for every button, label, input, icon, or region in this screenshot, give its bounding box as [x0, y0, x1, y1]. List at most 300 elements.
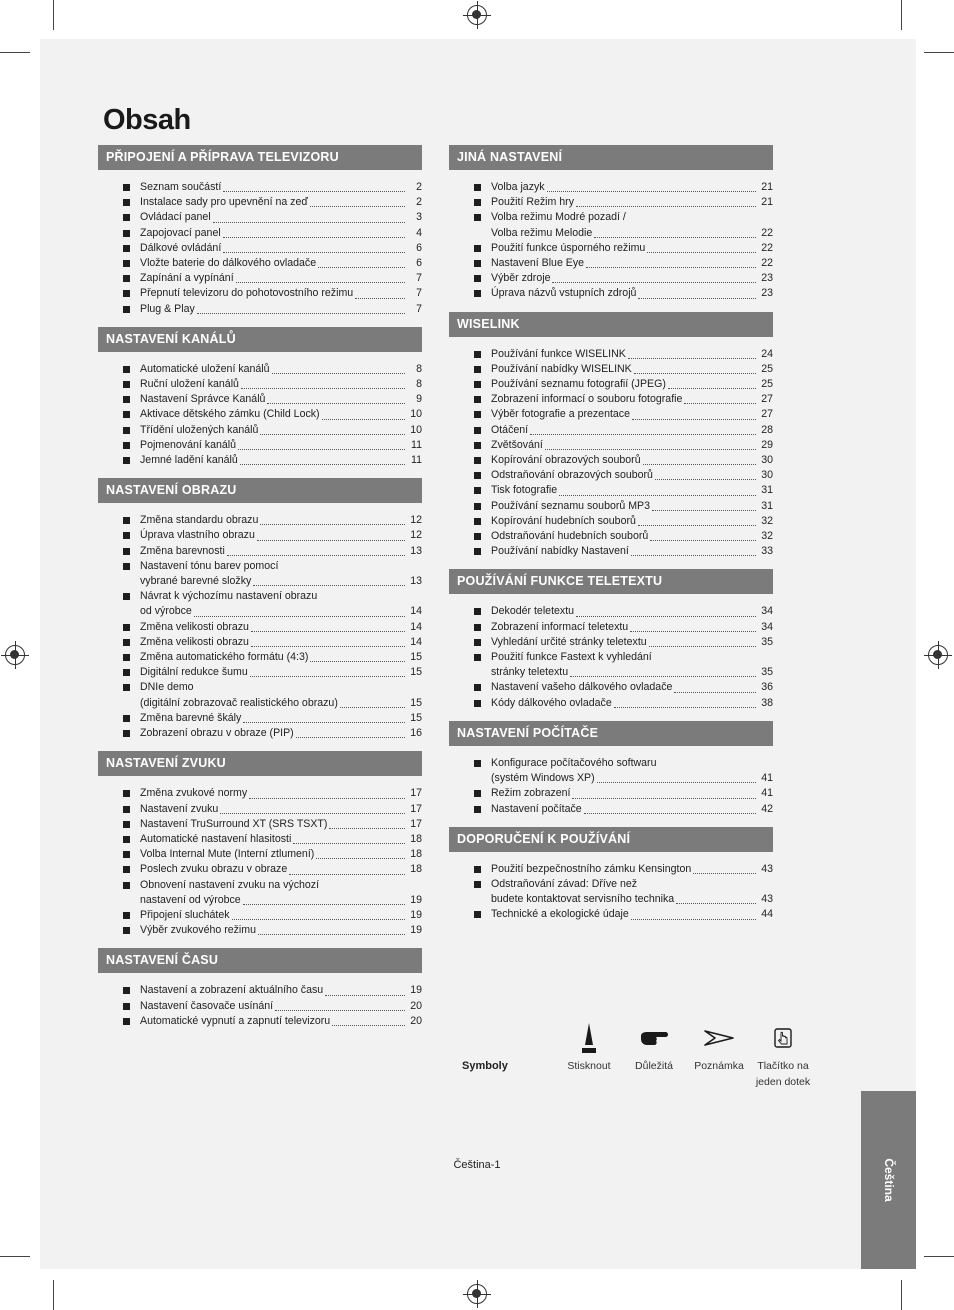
dot-leader	[316, 858, 405, 859]
toc-entry[interactable]	[123, 513, 422, 528]
toc-entry-title: Pojmenování kanálů	[140, 438, 236, 451]
toc-entry-line	[140, 574, 422, 589]
symbol-press	[556, 1018, 622, 1074]
dot-leader	[634, 373, 756, 374]
toc-entry[interactable]	[474, 483, 773, 498]
toc-entry-line	[140, 878, 422, 893]
toc-entry-line	[491, 483, 773, 498]
toc-page-number: 2	[416, 181, 422, 193]
toc-entry-title: Vložte baterie do dálkového ovladače	[140, 257, 317, 270]
toc-entry-line	[491, 620, 773, 635]
toc-entry-line	[491, 544, 773, 559]
toc-entry-title: DNIe demo	[140, 681, 194, 694]
toc-entry-title: Nastavení počítače	[491, 802, 582, 815]
toc-entry-title: Kódy dálkového ovladače	[491, 696, 612, 709]
toc-page-number: 17	[410, 817, 422, 830]
toc-page-number: 4	[416, 226, 422, 239]
toc-entry[interactable]	[123, 544, 422, 559]
toc-entry-title: Seznam součástí	[140, 181, 222, 193]
toc-entry-title: Ruční uložení kanálů	[140, 378, 239, 391]
toc-entry-line	[140, 377, 422, 392]
toc-page-number: 7	[416, 272, 422, 285]
toc-page-number: 7	[416, 287, 422, 300]
toc-page-number: 27	[761, 393, 773, 406]
dot-leader	[249, 798, 405, 799]
registration-mark-icon	[928, 645, 948, 665]
toc-page-number: 35	[761, 635, 773, 648]
toc-entry-line	[491, 907, 773, 922]
toc-page-number: 11	[411, 454, 422, 467]
dot-leader	[260, 524, 405, 525]
toc-entry[interactable]	[123, 802, 422, 817]
toc-section	[449, 312, 773, 570]
dot-leader	[570, 676, 756, 677]
toc-entry-title: Volba jazyk	[491, 181, 545, 193]
toc-entry-line	[140, 453, 422, 468]
language-tab	[861, 1091, 916, 1269]
toc-entry-line	[491, 377, 773, 392]
toc-entry-line	[140, 180, 422, 195]
section-heading: PŘIPOJENÍ A PŘÍPRAVA TELEVIZORU	[98, 145, 422, 170]
toc-entry[interactable]	[123, 620, 422, 635]
toc-entry[interactable]	[123, 271, 422, 286]
toc-entry-title: Zapínání a vypínání	[140, 272, 234, 285]
dot-leader	[638, 298, 756, 299]
toc-entry-line	[491, 392, 773, 407]
toc-entry[interactable]	[474, 907, 773, 922]
toc-entry-line	[491, 529, 773, 544]
toc-entry-title: Používání seznamu fotografií (JPEG)	[491, 378, 666, 391]
symbol-label: Stisknout	[567, 1060, 611, 1072]
crop-mark	[0, 52, 30, 53]
toc-page-number: 20	[410, 999, 422, 1012]
toc-entry[interactable]	[474, 514, 773, 529]
toc-page-number: 15	[410, 696, 422, 709]
toc-entry-title: Změna barevné škály	[140, 711, 242, 724]
toc-right-column	[449, 145, 773, 933]
toc-entry-line	[491, 195, 773, 210]
toc-page-number: 18	[410, 832, 422, 845]
toc-page-number: 31	[761, 499, 773, 512]
symbol-label: Důležitá	[635, 1060, 673, 1072]
toc-entry-title: Změna automatického formátu (4:3)	[140, 651, 309, 664]
toc-entry-line	[491, 514, 773, 529]
toc-entry-title: Automatické nastavení hlasitosti	[140, 832, 292, 845]
toc-entry[interactable]	[474, 499, 773, 514]
toc-left-column	[98, 145, 422, 1039]
section-heading: NASTAVENÍ ZVUKU	[98, 751, 422, 776]
toc-entry[interactable]	[123, 559, 422, 589]
toc-page-number: 7	[416, 302, 422, 315]
toc-entry-line	[491, 802, 773, 817]
section-heading: NASTAVENÍ POČÍTAČE	[449, 721, 773, 746]
dot-leader	[251, 631, 405, 632]
toc-entry[interactable]	[123, 635, 422, 650]
toc-entry[interactable]	[123, 407, 422, 422]
toc-entry[interactable]	[123, 210, 422, 225]
toc-entry[interactable]	[123, 711, 422, 726]
toc-entry-title: Použití bezpečnostního zámku Kensington	[491, 862, 692, 875]
toc-entry[interactable]	[123, 1014, 422, 1029]
dot-leader	[547, 191, 756, 192]
toc-entry-line	[140, 286, 422, 301]
toc-entry-title: Výběr fotografie a prezentace	[491, 408, 630, 421]
toc-entry-line	[491, 210, 773, 225]
toc-entry[interactable]	[474, 786, 773, 801]
toc-page-number: 25	[761, 362, 773, 375]
toc-entry-line	[491, 256, 773, 271]
toc-entry-line	[491, 453, 773, 468]
dot-leader	[329, 828, 405, 829]
toc-entry-line	[140, 817, 422, 832]
dot-leader	[631, 919, 756, 920]
toc-entry[interactable]	[123, 377, 422, 392]
toc-section	[449, 827, 773, 933]
toc-entry-title: Aktivace dětského zámku (Child Lock)	[140, 408, 320, 421]
toc-entry[interactable]	[123, 817, 422, 832]
dot-leader	[213, 222, 405, 223]
toc-entry-title: Nastavení časovače usínání	[140, 999, 274, 1012]
dot-leader	[240, 464, 405, 465]
toc-page-number: 41	[761, 787, 773, 800]
toc-entry-title: Používání funkce WISELINK	[491, 347, 626, 360]
toc-entry[interactable]	[474, 756, 773, 786]
toc-entry-line	[140, 195, 422, 210]
dot-leader	[238, 449, 405, 450]
toc-entry-line	[140, 226, 422, 241]
toc-entry-line	[491, 407, 773, 422]
toc-page-number: 32	[761, 530, 773, 543]
symbol-label: Poznámka	[694, 1060, 744, 1072]
dot-leader	[631, 555, 756, 556]
toc-entry-line	[491, 786, 773, 801]
toc-entry[interactable]	[474, 544, 773, 559]
toc-entry[interactable]	[123, 423, 422, 438]
toc-entry[interactable]	[474, 650, 773, 680]
dot-leader	[197, 313, 405, 314]
toc-entry-title: budete kontaktovat servisního technika	[491, 893, 675, 906]
dot-leader	[296, 737, 405, 738]
toc-entry-line	[140, 620, 422, 635]
toc-entry[interactable]	[123, 286, 422, 301]
crop-mark	[924, 52, 954, 53]
toc-list	[98, 503, 422, 751]
toc-page-number: 10	[410, 408, 422, 421]
toc-entry[interactable]	[474, 453, 773, 468]
toc-entry-line	[491, 650, 773, 665]
toc-entry-title: Technické a ekologické údaje	[491, 908, 629, 921]
toc-entry[interactable]	[123, 241, 422, 256]
registration-mark-icon	[467, 1284, 487, 1304]
registration-mark-icon	[467, 5, 487, 25]
toc-entry-title: Nastavení vašeho dálkového ovladače	[491, 681, 673, 694]
toc-entry[interactable]	[123, 786, 422, 801]
toc-entry-line	[491, 286, 773, 301]
section-heading: WISELINK	[449, 312, 773, 337]
dot-leader	[267, 403, 405, 404]
toc-entry-title: Zobrazení obrazu v obraze (PIP)	[140, 727, 294, 740]
toc-entry-line	[140, 438, 422, 453]
toc-entry-title: Změna velikosti obrazu	[140, 635, 249, 648]
dot-leader	[649, 646, 756, 647]
toc-page-number: 15	[410, 651, 422, 664]
toc-page-number: 34	[761, 605, 773, 618]
toc-page-number: 14	[410, 620, 422, 633]
section-heading: DOPORUČENÍ K POUŽÍVÁNÍ	[449, 827, 773, 852]
toc-page-number: 30	[761, 454, 773, 467]
toc-entry-title: Nastavení Blue Eye	[491, 257, 585, 270]
dot-leader	[652, 510, 756, 511]
toc-entry-title: stránky teletextu	[491, 666, 569, 679]
toc-entry-title: Zobrazení informací o souboru fotografie	[491, 393, 683, 406]
toc-entry-line	[140, 604, 422, 619]
toc-section	[98, 478, 422, 751]
toc-entry[interactable]	[123, 453, 422, 468]
toc-entry-title: Odstraňování závad: Dříve než	[491, 877, 638, 890]
toc-entry-title: Změna zvukové normy	[140, 787, 248, 800]
toc-entry[interactable]	[474, 180, 773, 195]
toc-entry-line	[491, 241, 773, 256]
toc-entry-title: Digitální redukce šumu	[140, 666, 248, 679]
toc-entry-title: Zobrazení informací teletextu	[491, 620, 629, 633]
toc-entry-title: (digitální zobrazovač realistického obrazu)	[140, 696, 338, 709]
note-arrow-icon	[703, 1030, 735, 1046]
toc-entry[interactable]	[123, 847, 422, 862]
toc-entry[interactable]	[474, 696, 773, 711]
toc-entry-line	[140, 665, 422, 680]
one-touch-button-icon	[773, 1027, 793, 1049]
toc-entry[interactable]	[474, 241, 773, 256]
toc-page-number: 20	[410, 1014, 422, 1027]
toc-section	[98, 145, 422, 327]
toc-entry-line	[140, 407, 422, 422]
toc-entry-title: Dálkové ovládání	[140, 241, 222, 254]
section-heading: NASTAVENÍ KANÁLŮ	[98, 327, 422, 352]
toc-entry-title: vybrané barevné složky	[140, 575, 252, 588]
toc-page-number: 44	[761, 908, 773, 921]
toc-entry-line	[491, 771, 773, 786]
toc-entry[interactable]	[123, 302, 422, 317]
toc-entry[interactable]	[474, 256, 773, 271]
toc-page-number: 12	[410, 529, 422, 542]
toc-entry[interactable]	[474, 362, 773, 377]
toc-entry[interactable]	[474, 407, 773, 422]
toc-page-number: 43	[761, 862, 773, 875]
toc-entry-line	[140, 392, 422, 407]
toc-entry[interactable]	[123, 528, 422, 543]
toc-entry-title: Volba režimu Melodie	[491, 226, 593, 239]
toc-entry[interactable]	[123, 878, 422, 908]
toc-entry[interactable]	[123, 680, 422, 710]
symbols-legend	[462, 1018, 812, 1098]
dot-leader	[260, 434, 405, 435]
pointing-hand-icon	[639, 1028, 669, 1048]
toc-entry-line	[140, 210, 422, 225]
section-heading: POUŽÍVÁNÍ FUNKCE TELETEXTU	[449, 569, 773, 594]
toc-entry[interactable]	[123, 999, 422, 1014]
toc-entry[interactable]	[474, 392, 773, 407]
dot-leader	[684, 403, 756, 404]
dot-leader	[693, 873, 756, 874]
dot-leader	[676, 903, 756, 904]
dot-leader	[643, 464, 756, 465]
toc-section	[98, 751, 422, 948]
toc-page-number: 42	[761, 802, 773, 815]
toc-entry-title: nastavení od výrobce	[140, 893, 241, 906]
toc-entry-title: Použití funkce Fastext k vyhledání	[491, 651, 652, 664]
toc-page-number: 19	[410, 908, 422, 921]
toc-entry-title: Obnovení nastavení zvuku na výchozí	[140, 878, 320, 891]
toc-entry[interactable]	[123, 256, 422, 271]
toc-entry-line	[140, 696, 422, 711]
toc-entry-title: Změna standardu obrazu	[140, 514, 259, 527]
toc-entry-title: Poslech zvuku obrazu v obraze	[140, 863, 288, 876]
toc-entry-line	[491, 180, 773, 195]
toc-page-number: 16	[410, 727, 422, 740]
toc-entry-line	[140, 1014, 422, 1029]
toc-entry-line	[491, 468, 773, 483]
toc-entry-line	[491, 892, 773, 907]
toc-entry[interactable]	[474, 604, 773, 619]
toc-page-number: 17	[410, 802, 422, 815]
toc-entry[interactable]	[123, 362, 422, 377]
toc-section	[449, 721, 773, 827]
toc-entry[interactable]	[123, 923, 422, 938]
toc-entry[interactable]	[474, 620, 773, 635]
dot-leader	[250, 676, 405, 677]
toc-entry-line	[140, 513, 422, 528]
toc-list	[98, 352, 422, 478]
toc-entry[interactable]	[474, 195, 773, 210]
toc-page-number: 25	[761, 378, 773, 391]
toc-entry[interactable]	[474, 423, 773, 438]
toc-entry[interactable]	[474, 271, 773, 286]
dot-leader	[223, 191, 405, 192]
toc-entry[interactable]	[123, 862, 422, 877]
toc-page-number: 6	[416, 241, 422, 254]
toc-entry-title: Nastavení zvuku	[140, 802, 219, 815]
toc-entry[interactable]	[123, 983, 422, 998]
dot-leader	[251, 646, 405, 647]
toc-entry[interactable]	[474, 468, 773, 483]
toc-entry-line	[140, 923, 422, 938]
toc-page-number: 18	[410, 863, 422, 876]
toc-entry[interactable]	[123, 726, 422, 741]
crop-mark	[924, 1256, 954, 1257]
toc-page-number: 6	[416, 257, 422, 270]
toc-page-number: 14	[410, 635, 422, 648]
toc-entry[interactable]	[474, 635, 773, 650]
toc-entry-title: Tisk fotografie	[491, 484, 558, 497]
toc-page-number: 8	[416, 362, 422, 375]
language-tab-label: Čeština	[881, 1158, 896, 1202]
toc-entry-title: Úprava vlastního obrazu	[140, 529, 255, 542]
section-heading: JINÁ NASTAVENÍ	[449, 145, 773, 170]
toc-entry[interactable]	[474, 286, 773, 301]
toc-entry[interactable]	[123, 392, 422, 407]
symbol-label: Tlačítko na jeden dotek	[755, 1060, 811, 1088]
toc-entry-line	[140, 589, 422, 604]
toc-entry-line	[491, 862, 773, 877]
toc-page-number: 30	[761, 469, 773, 482]
toc-entry-title: Třídění uložených kanálů	[140, 423, 259, 436]
toc-entry[interactable]	[474, 529, 773, 544]
dot-leader	[241, 388, 405, 389]
dot-leader	[572, 798, 756, 799]
dot-leader	[630, 631, 756, 632]
toc-entry[interactable]	[474, 377, 773, 392]
dot-leader	[650, 540, 756, 541]
toc-entry[interactable]	[474, 802, 773, 817]
toc-entry[interactable]	[123, 438, 422, 453]
toc-page-number: 17	[410, 787, 422, 800]
toc-entry-line	[140, 847, 422, 862]
toc-entry-title: Konfigurace počítačového softwaru	[491, 756, 657, 769]
toc-entry-line	[140, 635, 422, 650]
toc-entry-line	[140, 256, 422, 271]
toc-entry[interactable]	[123, 665, 422, 680]
toc-page-number: 23	[761, 287, 773, 300]
dot-leader	[576, 616, 756, 617]
dot-leader	[614, 707, 756, 708]
dot-leader	[545, 449, 756, 450]
toc-entry[interactable]	[123, 908, 422, 923]
toc-entry-title: Změna velikosti obrazu	[140, 620, 249, 633]
toc-entry[interactable]	[123, 226, 422, 241]
toc-entry[interactable]	[123, 832, 422, 847]
toc-entry[interactable]	[123, 180, 422, 195]
toc-entry-line	[140, 802, 422, 817]
toc-entry[interactable]	[474, 438, 773, 453]
toc-entry[interactable]	[474, 210, 773, 240]
toc-entry[interactable]	[474, 347, 773, 362]
toc-entry[interactable]	[123, 195, 422, 210]
toc-entry-title: Ovládací panel	[140, 211, 211, 224]
crop-mark	[901, 1280, 902, 1310]
toc-entry[interactable]	[474, 680, 773, 695]
toc-page-number: 19	[410, 984, 422, 997]
dot-leader	[272, 373, 405, 374]
crop-mark	[53, 1280, 54, 1310]
dot-leader	[322, 419, 405, 420]
toc-entry-title: Používání nabídky WISELINK	[491, 362, 632, 375]
dot-leader	[227, 555, 405, 556]
dot-leader	[597, 782, 756, 783]
toc-page-number: 33	[761, 545, 773, 558]
toc-entry-title: Automatické vypnutí a zapnutí televizoru	[140, 1014, 331, 1027]
toc-entry-title: Instalace sady pro upevnění na zeď	[140, 196, 308, 209]
toc-entry-line	[140, 544, 422, 559]
dot-leader	[258, 934, 405, 935]
dot-leader	[594, 237, 756, 238]
toc-entry-title: Kopírování hudebních souborů	[491, 514, 636, 527]
toc-entry-title: Otáčení	[491, 423, 529, 436]
toc-entry-title: Režim zobrazení	[491, 787, 571, 800]
toc-entry[interactable]	[123, 589, 422, 619]
dot-leader	[236, 282, 405, 283]
toc-entry[interactable]	[474, 862, 773, 877]
toc-entry-line	[491, 271, 773, 286]
toc-entry-line	[140, 908, 422, 923]
toc-section	[98, 327, 422, 478]
dot-leader	[674, 692, 756, 693]
toc-page-number: 24	[761, 347, 773, 360]
toc-page-number: 2	[416, 196, 422, 209]
dot-leader	[310, 661, 405, 662]
dot-leader	[243, 904, 405, 905]
toc-entry[interactable]	[474, 877, 773, 907]
toc-entry[interactable]	[123, 650, 422, 665]
